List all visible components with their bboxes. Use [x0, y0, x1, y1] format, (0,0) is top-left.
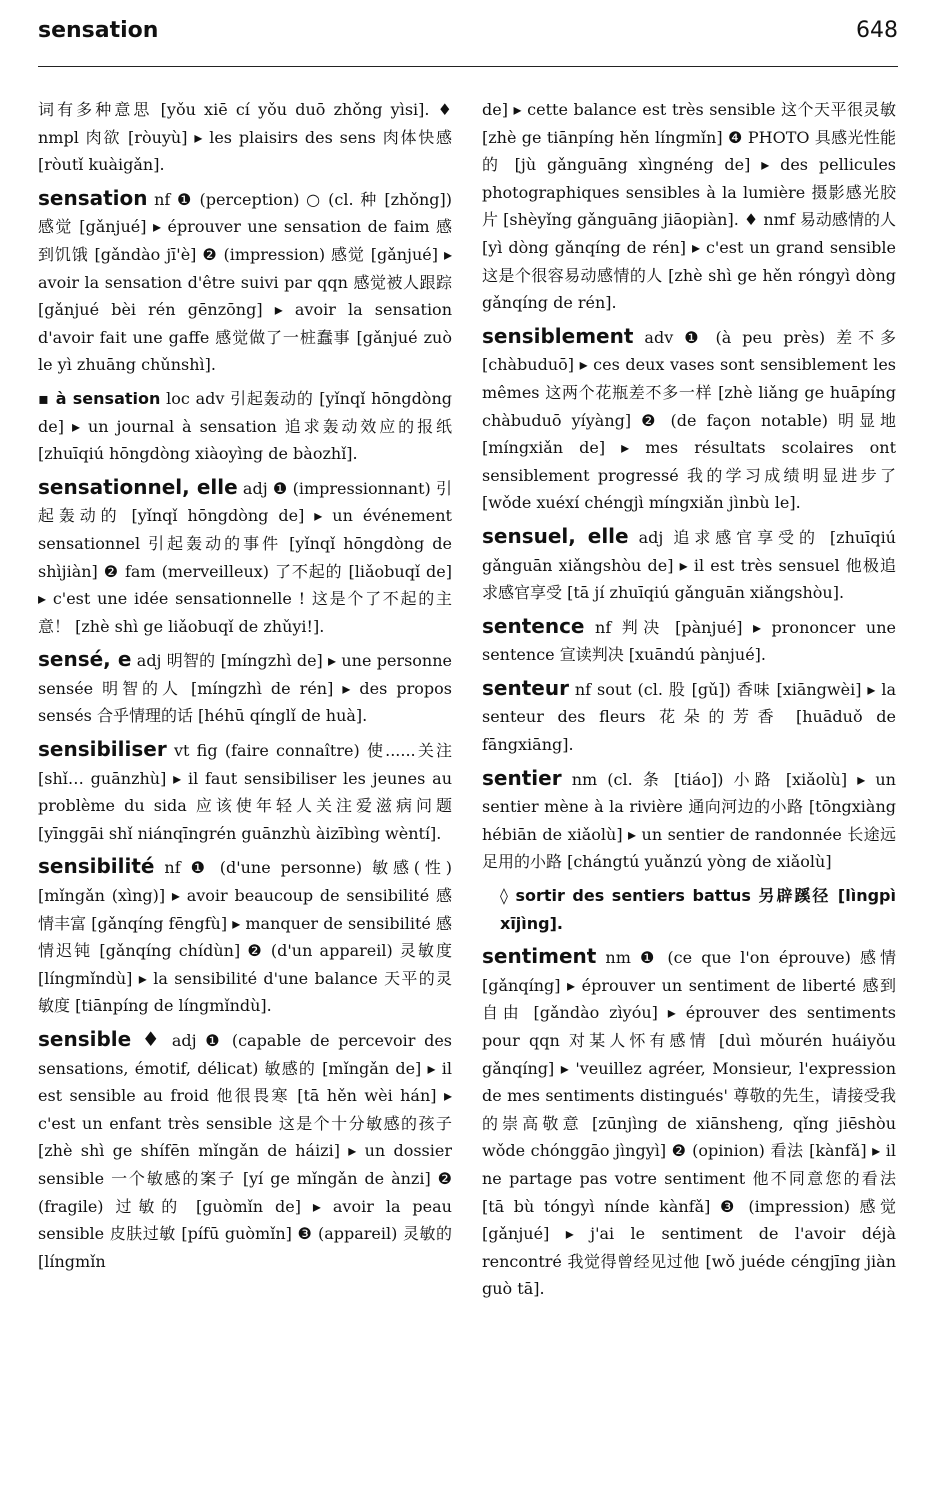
running-headword: sensation — [38, 18, 159, 43]
entry-sensation: sensation nf ❶ (perception) ○ (cl. 种 [zhǒng]) 感觉 [gǎnjué] ▸ éprouver une sensation de faim 感到饥饿 [gǎndào jī'è] ❷ (impression) 感觉 [gǎnjué] ▸ avoir la sensation d'être suivi par qqn 感觉被人跟踪 [gǎnjué bèi rén gēnzōng] ▸ avoir la sensation d'avoir fait une gaffe 感觉做了一桩蠢事 [gǎnjué zuò le yì zhuāng chǔnshì]. — [38, 185, 452, 375]
entry-senteur: senteur nf sout (cl. 股 [gǔ]) 香味 [xiāngwèi] ▸ la senteur des fleurs 花朵的芳香 [huāduǒ de fāngxiāng]. — [482, 675, 896, 755]
entry-sentier: sentier nm (cl. 条 [tiáo]) 小路 [xiǎolù] ▸ un sentier mène à la rivière 通向河边的小路 [tōngxiàng hébiān de xiǎolù] ▸ un sentier de randonnée 长途远足用的小路 [chángtú yuǎnzú yòng de xiǎolù] — [482, 765, 896, 872]
left-column — [38, 96, 452, 1476]
entry-sensuel: sensuel, elle adj 追求感官享受的 [zhuīqiú gǎnguān xiǎngshòu de] ▸ il est très sensuel 他极追求感官享受 [tā jí zhuīqiú gǎnguān xiǎngshòu]. — [482, 523, 896, 603]
entry-sense: sensé, e adj 明智的 [míngzhì de] ▸ une personne sensée 明智的人 [míngzhì de rén] ▸ des propos sensés 合乎情理的话 [héhū qínglǐ de huà]. — [38, 647, 452, 726]
entry-continuation: 词有多种意思 [yǒu xiē cí yǒu duō zhǒng yìsi]. ♦ nmpl 肉欲 [ròuyù] ▸ les plaisirs des sens 肉体快感 [ròutǐ kuàigǎn]. — [38, 100, 452, 175]
running-header — [38, 18, 898, 56]
entry-sensibilite: sensibilité nf ❶ (d'une personne) 敏感(性) [mǐngǎn (xìng)] ▸ avoir beaucoup de sensibilité 感情丰富 [gǎnqíng fēngfù] ▸ manquer de sensibilité 感情迟钝 [gǎnqíng chídùn] ❷ (d'un appareil) 灵敏度 [língmǐndù] ▸ la sensibilité d'une balance 天平的灵敏度 [tiānpíng de língmǐndù]. — [38, 854, 452, 1016]
page-number: 648 — [856, 18, 898, 43]
entry-sentiment: sentiment nm ❶ (ce que l'on éprouve) 感情 [gǎnqíng] ▸ éprouver un sentiment de liberté 感到自由 [gǎndào zìyóu] ▸ éprouver des sentiments pour qqn 对某人怀有感情 [duì mǒurén huáiyǒu gǎnqíng] ▸ 'veuillez agréer, Monsieur, l'expression de mes sentiments distingués' 尊敬的先生，请接受我的崇高敬意 [zūnjìng de xiānsheng, qǐng jiēshòu wǒde chónggāo jìngyì] ❷ (opinion) 看法 [kànfǎ] ▸ il ne partage pas votre sentiment 他不同意您的看法 [tā bù tóngyì nínde kànfǎ] ❸ (impression) 感觉 [gǎnjué] ▸ j'ai le sentiment de l'avoir déjà rencontré 我觉得曾经见过他 [wǒ juéde céngjīng jiàn guò tā]. — [482, 944, 896, 1299]
entry-sensible-continued: de] ▸ cette balance est très sensible 这个天平很灵敏 [zhè ge tiānpíng hěn língmǐn] ❹ PHOTO 具感光性能的 [jù gǎnguāng xìngnéng de] ▸ des pellicules photographiques sensibles à la lumière 摄影感光胶片 [shèyǐng gǎnguāng jiāopiàn]. ♦ nmf 易动感情的人 [yì dòng gǎnqíng de rén] ▸ c'est un grand sensible 这是个很容易动感情的人 [zhè shì ge hěn róngyì dòng gǎnqíng de rén]. — [482, 100, 896, 313]
entry-sensationnel: sensationnel, elle adj ❶ (impressionnant) 引起轰动的 [yǐnqǐ hōngdòng de] ▸ un événement sensationnel 引起轰动的事件 [yǐnqǐ hōngdòng de shìjiàn] ❷ fam (merveilleux) 了不起的 [liǎobuqǐ de] ▸ c'est une idée sensationnelle ! 这是个了不起的主意！ [zhè shì ge liǎobuqǐ de zhǔyi!]. — [38, 474, 452, 636]
header-rule — [38, 66, 898, 67]
entry-sensible: sensible ♦ adj ❶ (capable de percevoir des sensations, émotif, délicat) 敏感的 [mǐngǎn de] ▸ il est sensible au froid 他很畏寒 [tā hěn wèi hán] ▸ c'est un enfant très sensible 这是个十分敏感的孩子 [zhè shì ge shífēn mǐngǎn de háizi] ▸ un dossier sensible 一个敏感的案子 [yí ge mǐngǎn de ànzi] ❷ (fragile) 过敏的 [guòmǐn de] ▸ avoir la peau sensible 皮肤过敏 [pífū guòmǐn] ❸ (appareil) 灵敏的 [língmǐn — [38, 1027, 452, 1271]
entry-sentence: sentence nf 判决 [pànjué] ▸ prononcer une sentence 宣读判决 [xuāndú pànjué]. — [482, 613, 896, 665]
right-column — [482, 96, 896, 1476]
entry-sensiblement: sensiblement adv ❶ (à peu près) 差不多 [chàbuduō] ▸ ces deux vases sont sensiblement les mêmes 这两个花瓶差不多一样 [zhè liǎng ge huāpíng chàbuduō yíyàng] ❷ (de façon notable) 明显地 [míngxiǎn de] ▸ mes résultats scolaires ont sensiblement progressé 我的学习成绩明显进步了 [wǒde xuéxí chéngjì míngxiǎn jìnbù le]. — [482, 323, 896, 513]
entry-sensibiliser: sensibiliser vt fig (faire connaître) 使......关注 [shǐ… guānzhù] ▸ il faut sensibiliser les jeunes au problème du sida 应该使年轻人关注爱滋病问题 [yīnggāi shǐ niánqīngrén guānzhù àizībìng wèntí]. — [38, 737, 452, 843]
idiom-sortir-des-sentiers: ◊ sortir des sentiers battus 另辟蹊径 [lìngpì xījìng]. — [500, 886, 896, 933]
subentry-a-sensation: ▪ à sensation loc adv 引起轰动的 [yǐnqǐ hōngdòng de] ▸ un journal à sensation 追求轰动效应的报纸 [zhuīqiú hōngdòng xiàoyìng de bàozhǐ]. — [38, 388, 452, 464]
